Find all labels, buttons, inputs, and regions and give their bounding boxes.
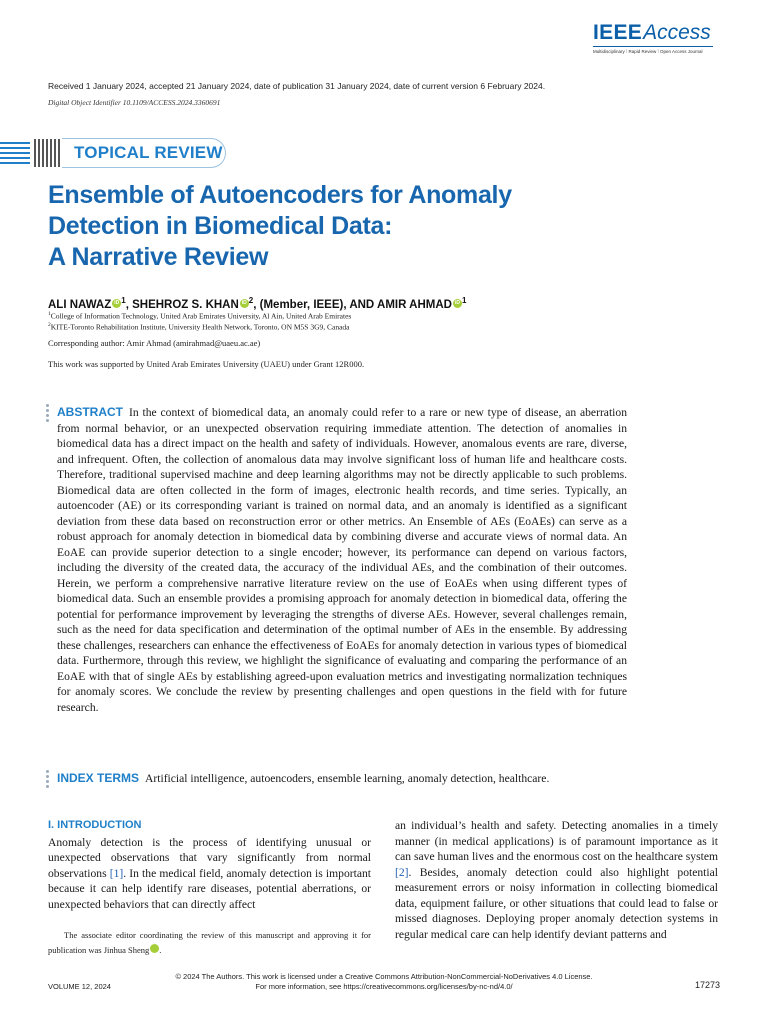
author-list [48,296,466,311]
logo-tagline: Multidisciplinary ⁞ Rapid Review ⁞ Open Access Journal [593,49,703,54]
ieee-access-logo [593,22,718,54]
intro-text: . Besides, anomaly detection could also highlight potential measurement errors or noisy information in collecting biomedical data, equipment failure, or other situations that could lead to false or missed diagnoses. Deploying proper anomaly detection systems in regular medical care can help identify deviant patterns and [395,865,718,941]
author-affil-sup: 2 [248,296,254,305]
abstract [57,405,627,715]
orcid-icon[interactable]: iD [114,299,120,306]
affiliation-text: KITE-Toronto Rehabilitation Institute, University Health Network, Toronto, ON M5S 3G9, Canada [50,322,350,332]
intro-left-column [48,818,371,912]
affiliation-sup: 1 [48,311,51,317]
section-heading: I. INTRODUCTION [48,819,142,831]
index-terms [57,771,549,785]
title-line-2: Detection in Biomedical Data: [48,212,393,240]
intro-text: an individual’s health and safety. Detecting anomalies in a timely manner (in medical applications) is of paramount importance as it can save human lives and the enormous cost on the healthcare system [395,819,718,863]
affiliation-1 [48,311,351,321]
intro-text: . In the medical field, anomaly detection is important because it can help identify rare diseases, potential aberrations, or unexpected behaviors that can directly affect [48,866,371,911]
stripes-icon [0,139,64,167]
index-terms-text: Artificial intelligence, autoencoders, ensemble learning, anomaly detection, healthcare. [145,772,550,785]
page-number: 17273 [694,980,720,990]
abstract-text: In the context of biomedical data, an anomaly could refer to a rare or new type of disease, an aberration from normal behavior, or an unexpected observation requiring immediate attention. The detection of anomalies in biomedical data has a direct impact on the health and safety of individuals. However, anomalous events are rare, diverse, and infrequent. Often, the collection of anomalous data may involve significant loss of human life and healthcare costs. Therefore, traditional supervised machine and deep learning algorithms may not be directly applicable to such problems. Biomedical data are often collected in the form of images, electronic health records, and time series. Typically, an autoencoder (AE) or its corresponding variant is trained on normal data, and an anomaly is identified as a significant deviation from these data based on reconstruction error or other metrics. An Ensemble of AEs (EoAEs) can serve as a robust approach for anomaly detection in biomedical data by combining diverse and accurate views of normal data. An EoAE can provide superior detection to a single encoder; however, its performance can depend on various factors, including the diversity of the created data, the accuracy of the individual AEs, and the combination of their outcomes. Herein, we perform a comprehensive narrative literature review on the use of EoAEs when using different types of biomedical data. Such an ensemble provides a promising approach for anomaly detection in biomedical data, offering the potential for performance improvement by leveraging the strengths of diverse AEs. However, several challenges remain, such as the need for data specification and determination of the optimal number of AEs in the ensemble. By addressing these challenges, researchers can enhance the effectiveness of EoAEs for anomaly detection in various types of biomedical data. Furthermore, through this review, we highlight the significance of evaluating and comparing the performance of an EoAE with that of single AEs by establishing agreed-upon evaluation metrics and investigating normalization techniques for anomaly scores. We conclude the review by presenting challenges and open questions in the field with for future research. [57,406,627,714]
orcid-icon[interactable]: iD [241,299,247,306]
abstract-dots [46,404,50,424]
topical-review-banner [0,136,230,170]
orcid-icon[interactable]: iD [454,299,460,306]
footnote-text: The associate editor coordinating the review of this manuscript and approving it for publication was Jinhua Sheng [48,930,371,955]
received-dates: Received 1 January 2024, accepted 21 January 2024, date of publication 31 January 2024, date of current version 6 February 2024. [48,81,546,91]
author-name: ALI NAWAZ [48,298,112,311]
funding-note: This work was supported by United Arab Emirates University (UAEU) under Grant 12R000. [48,359,365,369]
logo-ieee: IEEE [593,21,643,44]
logo-access: Access [643,21,711,44]
volume-label: VOLUME 12, 2024 [48,982,111,991]
author-separator: , [125,298,133,311]
intro-text: Anomaly detection is the process of identifying unusual or unexpected observations that vary significantly from normal observations [48,835,371,880]
corresponding-author: Corresponding author: Amir Ahmad (amirahmad@uaeu.ac.ae) [48,338,261,348]
index-terms-label: INDEX TERMS [57,771,140,785]
editor-footnote: The associate editor coordinating the review of this manuscript and approving it for publication was Jinhua Sheng iD. [48,930,371,955]
orcid-icon[interactable]: iD [150,944,159,953]
affiliation-2 [48,322,350,332]
author-name: AMIR AHMAD [377,298,452,311]
author-affil-sup: 1 [461,296,467,305]
index-terms-dots [46,770,50,790]
affiliation-sup: 2 [48,322,51,328]
title-line-1: Ensemble of Autoencoders for Anomaly [48,181,512,209]
author-member-note: , (Member, IEEE), AND [253,298,378,311]
doi: Digital Object Identifier 10.1109/ACCESS.2024.3360691 [48,98,221,107]
license-note: © 2024 The Authors. This work is licensed under a Creative Commons Attribution-NonCommercial-NoDerivatives 4.0 License. [175,972,593,981]
author-affil-sup: 1 [121,296,126,305]
abstract-label: ABSTRACT [57,405,123,419]
affiliation-text: College of Information Technology, United Arab Emirates University, Al Ain, United Arab Emirates [50,311,352,321]
intro-paragraph [48,835,371,913]
title-line-3: A Narrative Review [48,243,269,271]
license-link[interactable]: For more information, see https://creativecommons.org/licenses/by-nc-nd/4.0/ [255,982,513,991]
paper-title [48,180,568,273]
topical-review-label: TOPICAL REVIEW [74,143,223,162]
citation-link[interactable]: [2] [395,865,409,879]
author-name: SHEHROZ S. KHAN [132,298,239,311]
logo-rule [593,46,713,47]
intro-right-column [395,818,718,942]
citation-link[interactable]: [1] [109,866,124,880]
